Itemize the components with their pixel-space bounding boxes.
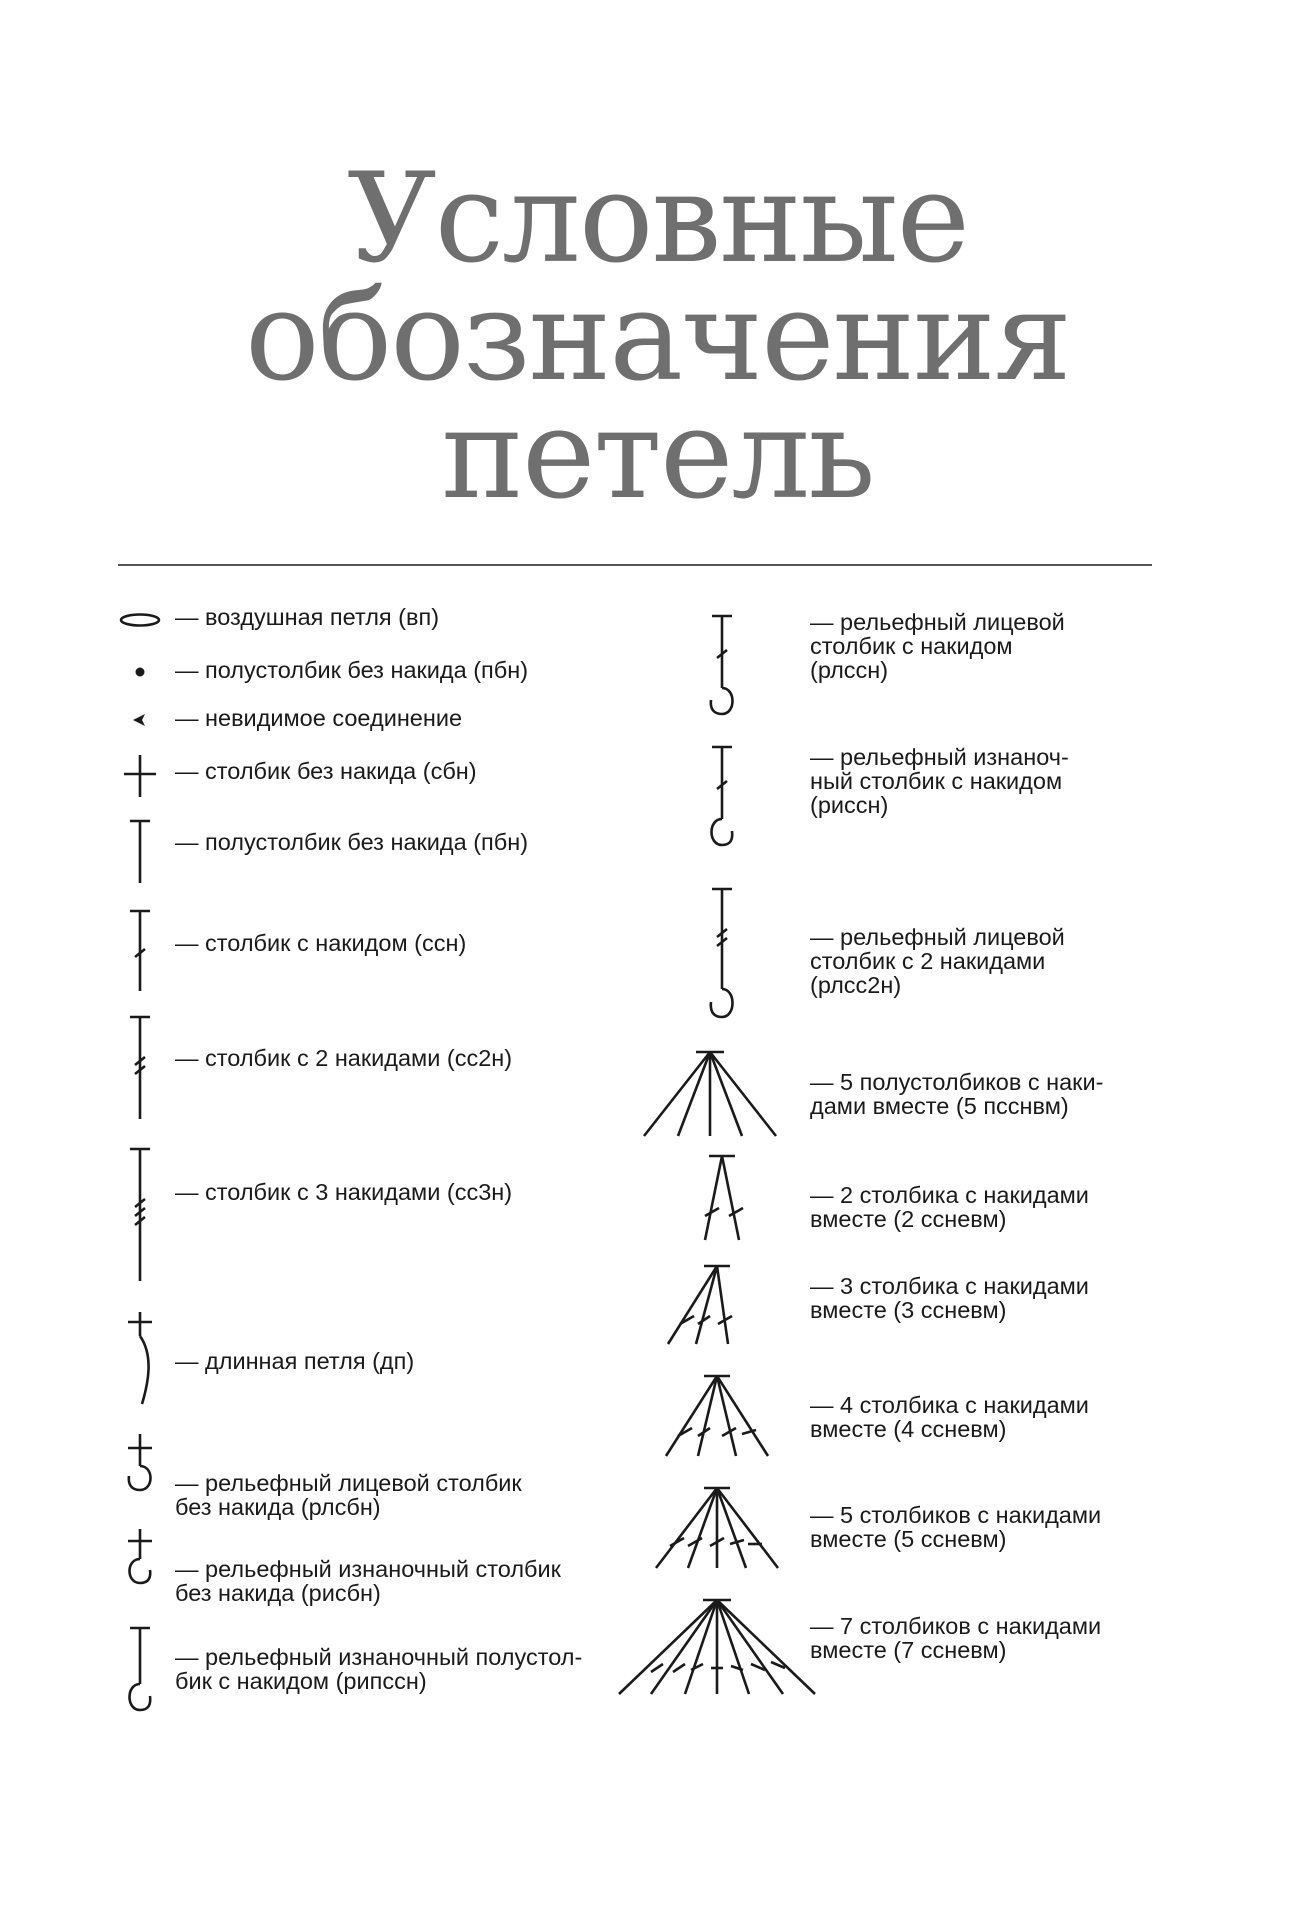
t-stitch-icon bbox=[118, 817, 162, 887]
legend-label-hdc: — полустолбик без накида (пбн) bbox=[175, 829, 529, 855]
cross-hook-front-icon bbox=[118, 1430, 162, 1496]
legend-label-bphdc: — рельефный изнаночный полустол- бик с накидом (рипссн) bbox=[175, 1644, 583, 1694]
legend-label-dtr: — столбик с 3 накидами (сс3н) bbox=[175, 1179, 513, 1205]
fan-4-icon bbox=[660, 1372, 774, 1460]
t-three-slash-icon bbox=[118, 1145, 162, 1285]
legend-label-bpdc: — рельефный изнаноч- ный столбик с накидом (риссн) bbox=[810, 744, 1069, 818]
title-line-1: Условные bbox=[346, 147, 968, 291]
legend-label-sc: — столбик без накида (сбн) bbox=[175, 758, 477, 784]
oval-icon bbox=[118, 609, 162, 631]
t-two-slash-hook-front-icon bbox=[700, 885, 744, 1027]
legend-label-5dc-tog: — 5 столбиков с накидами вместе (5 ссневм) bbox=[810, 1502, 1102, 1552]
cross-hook-back-icon bbox=[118, 1525, 162, 1589]
legend-label-fpdc: — рельефный лицевой столбик с накидом (рлссн) bbox=[810, 609, 1065, 683]
legend-label-long-loop: — длинная петля (дп) bbox=[175, 1348, 415, 1374]
fan-2-icon bbox=[685, 1152, 759, 1244]
arrowhead-icon bbox=[128, 708, 152, 732]
legend-label-5hdc-tog: — 5 полустолбиков с наки- дами вместе (5 псснвм) bbox=[810, 1069, 1104, 1119]
legend-label-2dc-tog: — 2 столбика с накидами вместе (2 ссневм) bbox=[810, 1182, 1089, 1232]
t-two-slash-icon bbox=[118, 1013, 162, 1123]
legend-label-dot: — полустолбик без накида (пбн) bbox=[175, 657, 529, 683]
t-one-slash-icon bbox=[118, 907, 162, 995]
dot-icon bbox=[128, 660, 152, 684]
t-hook-back-icon bbox=[118, 1624, 162, 1716]
fan-3-icon bbox=[660, 1262, 774, 1348]
long-loop-icon bbox=[118, 1308, 162, 1408]
fan-5-slashed-icon bbox=[650, 1484, 784, 1572]
legend-label-dc: — столбик с накидом (ссн) bbox=[175, 930, 467, 956]
legend-label-tr: — столбик с 2 накидами (сс2н) bbox=[175, 1045, 513, 1071]
legend-label-7dc-tog: — 7 столбиков с накидами вместе (7 ссневм) bbox=[810, 1613, 1102, 1663]
title-divider bbox=[118, 564, 1152, 566]
title-line-3: петель bbox=[441, 383, 874, 527]
legend-label-fptr: — рельефный лицевой столбик с 2 накидами (рлсс2н) bbox=[810, 924, 1065, 998]
fan-5-icon bbox=[640, 1048, 780, 1140]
fan-7-icon bbox=[615, 1596, 819, 1698]
title-line-2: обозначения bbox=[244, 265, 1071, 409]
legend-label-slip: — невидимое соединение bbox=[175, 705, 463, 731]
legend-label-chain: — воздушная петля (вп) bbox=[175, 604, 440, 630]
page-title bbox=[0, 147, 1315, 527]
legend-label-bpsc: — рельефный изнаночный столбик без накида (рисбн) bbox=[175, 1556, 561, 1606]
legend-label-4dc-tog: — 4 столбика с накидами вместе (4 ссневм) bbox=[810, 1392, 1089, 1442]
legend-label-fpsc: — рельефный лицевой столбик без накида (рлсбн) bbox=[175, 1470, 522, 1520]
legend-label-3dc-tog: — 3 столбика с накидами вместе (3 ссневм) bbox=[810, 1273, 1089, 1323]
cross-icon bbox=[118, 751, 162, 801]
t-slash-hook-front-icon bbox=[700, 612, 744, 724]
t-slash-hook-back-icon bbox=[700, 743, 744, 855]
